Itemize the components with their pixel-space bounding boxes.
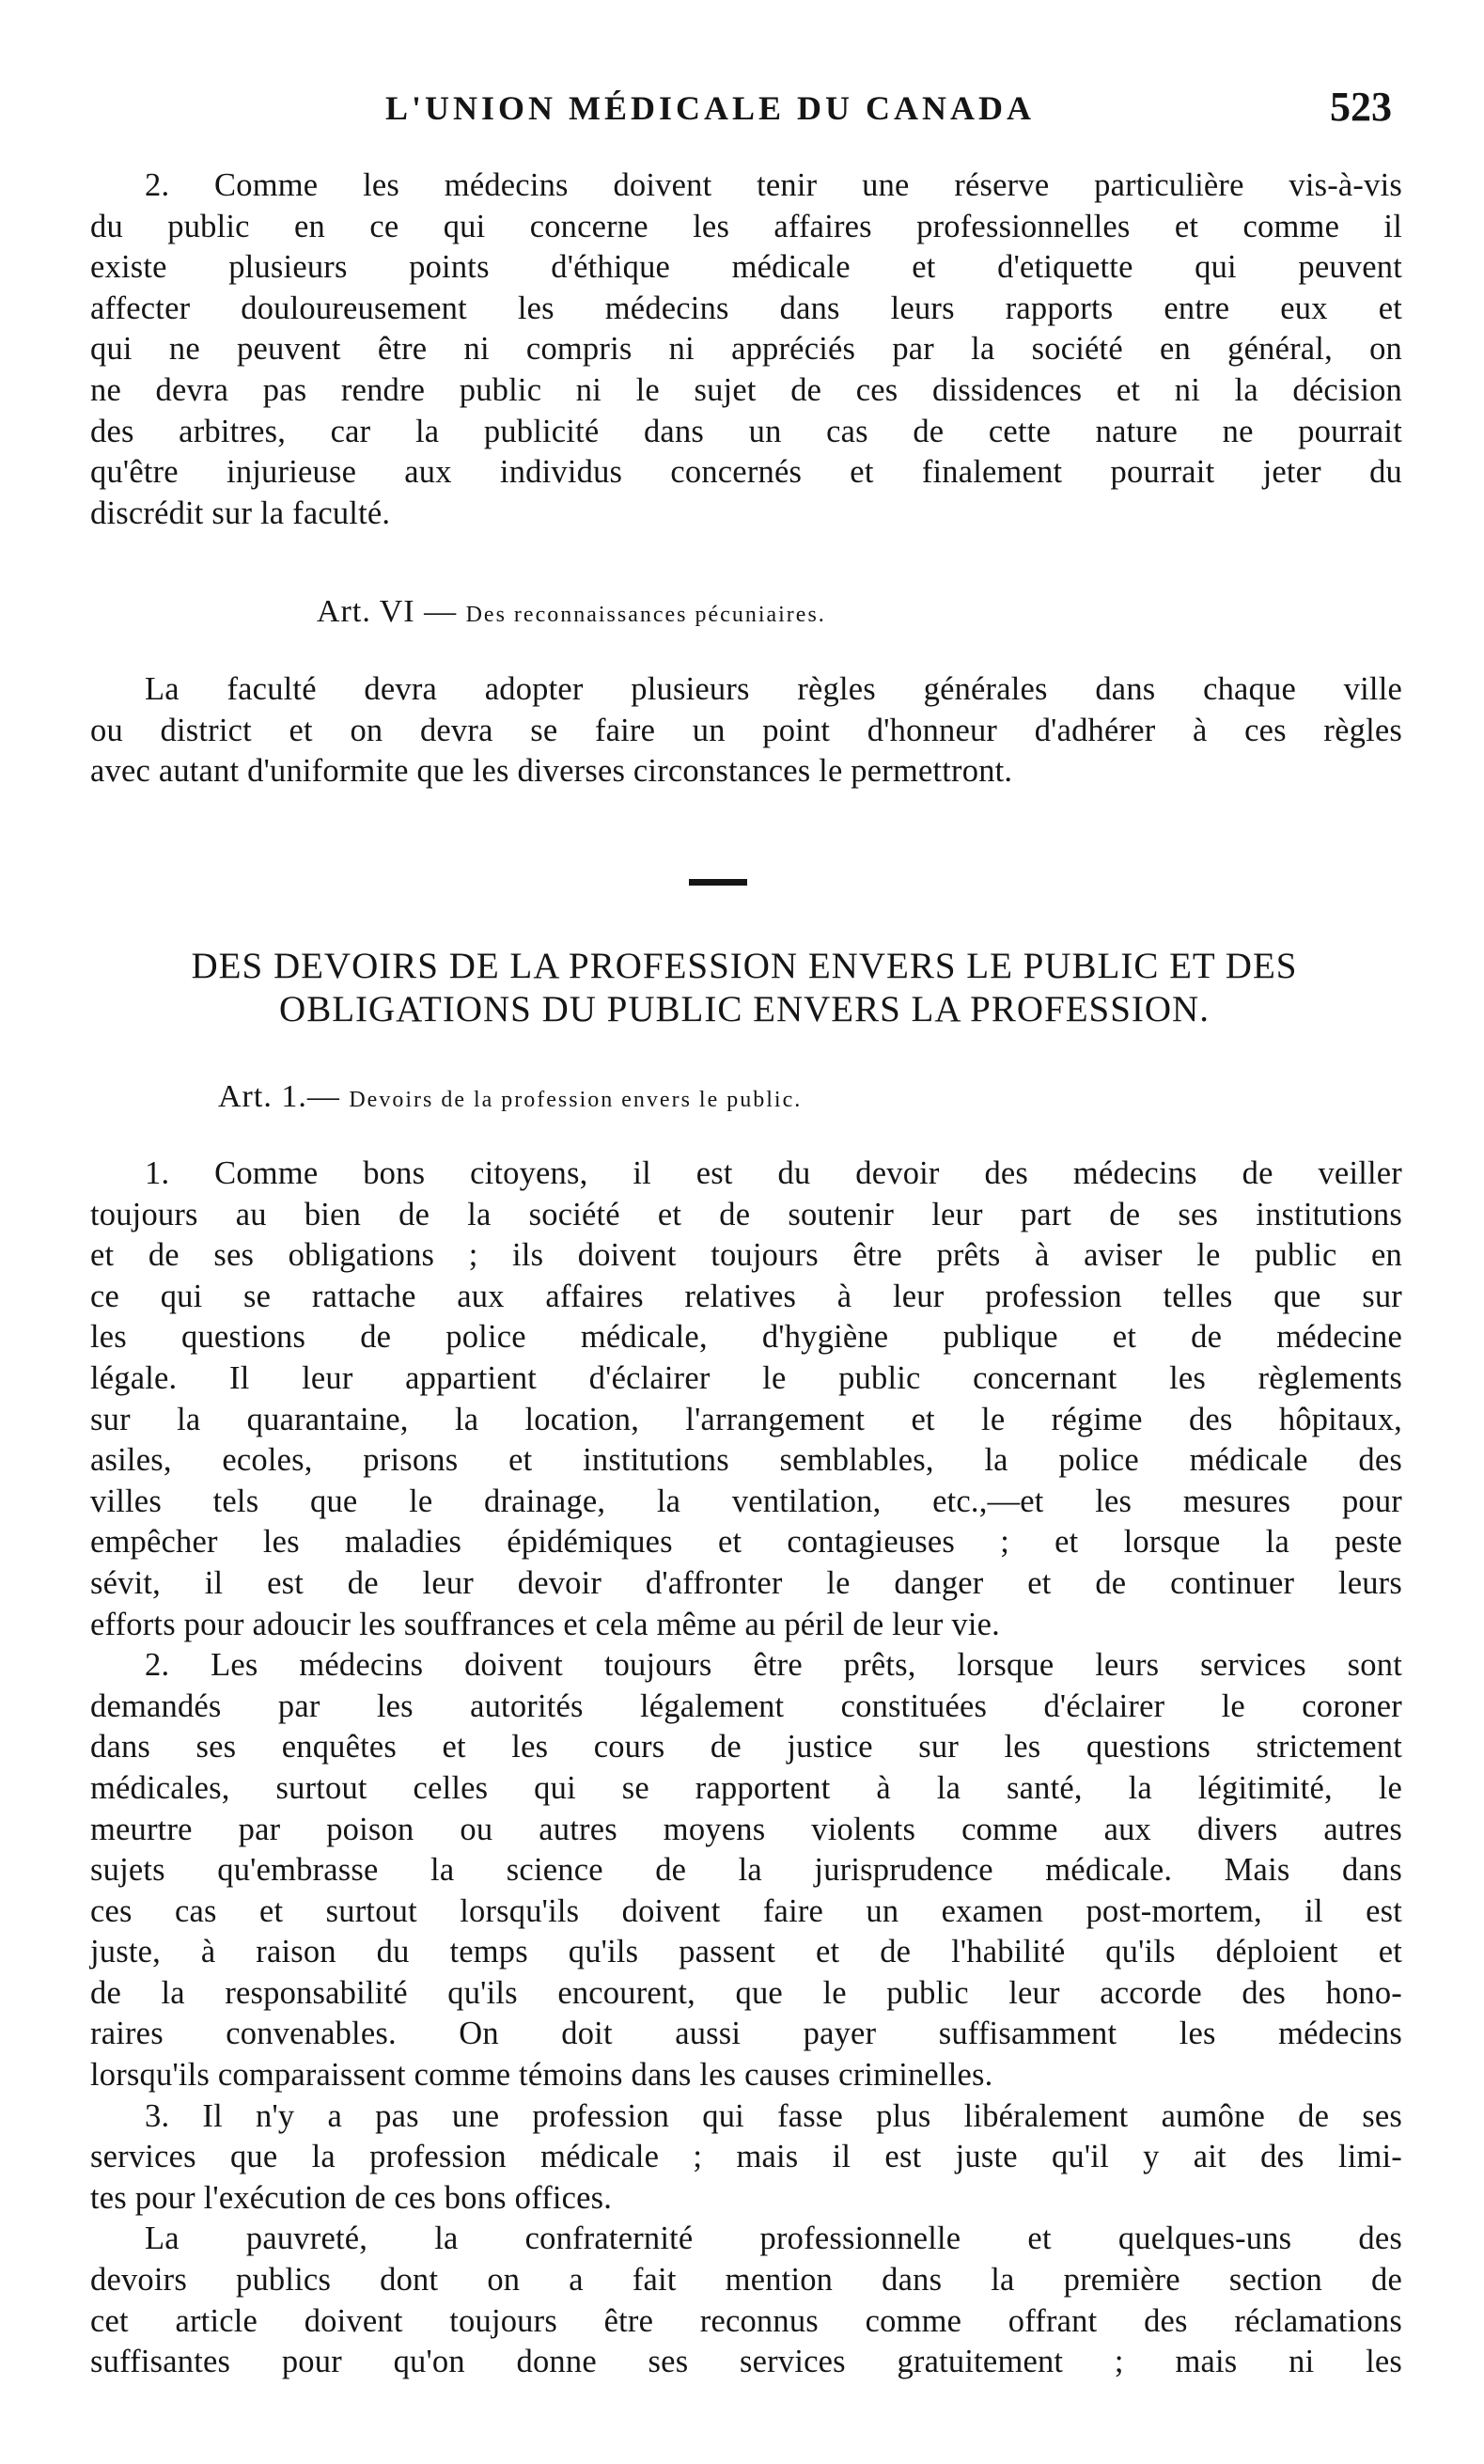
text-line: devoirs publics dont on a fait mention dans la première section de <box>90 2262 1402 2299</box>
text-line: les questions de police médicale, d'hygiène publique et de médecine <box>90 1319 1402 1356</box>
article-heading-prefix: Art. VI — <box>317 594 458 629</box>
text-line: du public en ce qui concerne les affaires professionnelles et comme il <box>90 208 1402 244</box>
text-line: affecter douloureusement les médecins dans leurs rapports entre eux et <box>90 290 1402 326</box>
article-heading-vi <box>317 594 826 630</box>
text-line: avec autant d'uniformite que les diverses circonstances le permettront. <box>90 753 1013 790</box>
article-heading-1 <box>218 1079 802 1115</box>
running-head: L'UNION MÉDICALE DU CANADA <box>385 89 1036 127</box>
text-line: 2. Comme les médecins doivent tenir une réserve particulière vis-à-vis <box>145 167 1402 203</box>
article-heading-title: Des reconnaissances pécuniaires. <box>465 603 826 627</box>
text-line: empêcher les maladies épidémiques et contagieuses ; et lorsque la peste <box>90 1524 1402 1561</box>
text-line: des arbitres, car la publicité dans un cas de cette nature ne pourrait <box>90 413 1402 449</box>
text-line: et de ses obligations ; ils doivent toujours être prêts à aviser le public en <box>90 1237 1402 1274</box>
text-line: demandés par les autorités légalement constituées d'éclairer le coroner <box>90 1687 1402 1724</box>
text-line: meurtre par poison ou autres moyens violents comme aux divers autres <box>90 1811 1402 1847</box>
text-line: ces cas et surtout lorsqu'ils doivent faire un examen post-mortem, il est <box>90 1892 1402 1929</box>
text-line: 2. Les médecins doivent toujours être prêts, lorsque leurs services sont <box>145 1647 1402 1684</box>
text-line: juste, à raison du temps qu'ils passent et de l'habilité qu'ils déploient et <box>90 1934 1402 1970</box>
text-line: qui ne peuvent être ni compris ni appréciés par la société en général, on <box>90 331 1402 368</box>
text-line: qu'être injurieuse aux individus concernés et finalement pourrait jeter du <box>90 454 1402 491</box>
text-line: raires convenables. On doit aussi payer suffisamment les médecins <box>90 2016 1402 2052</box>
text-line: 1. Comme bons citoyens, il est du devoir des médecins de veiller <box>145 1155 1402 1191</box>
text-line: cet article doivent toujours être reconnus comme offrant des réclamations <box>90 2302 1402 2339</box>
text-line: de la responsabilité qu'ils encourent, que le public leur accorde des hono- <box>90 1974 1402 2011</box>
section-title-line-2: OBLIGATIONS DU PUBLIC ENVERS LA PROFESSION. <box>279 989 1210 1029</box>
text-line: sujets qu'embrasse la science de la jurisprudence médicale. Mais dans <box>90 1852 1402 1889</box>
text-line: villes tels que le drainage, la ventilation, etc.,—et les mesures pour <box>90 1483 1402 1519</box>
text-line: sévit, il est de leur devoir d'affronter le danger et de continuer leurs <box>90 1564 1402 1601</box>
section-title-line-1: DES DEVOIRS DE LA PROFESSION ENVERS LE PUBLIC ET DES <box>191 946 1298 986</box>
page-number: 523 <box>1330 84 1392 130</box>
article-heading-title: Devoirs de la profession envers le public. <box>349 1088 803 1112</box>
text-line: ce qui se rattache aux affaires relatives à leur profession telles que sur <box>90 1278 1402 1314</box>
text-line: existe plusieurs points d'éthique médicale et d'etiquette qui peuvent <box>90 249 1402 286</box>
paragraph-block-top <box>90 165 1402 534</box>
text-line: suffisantes pour qu'on donne ses services gratuitement ; mais ni les <box>90 2344 1402 2380</box>
text-line: sur la quarantaine, la location, l'arrangement et le régime des hôpitaux, <box>90 1401 1402 1437</box>
text-line: La faculté devra adopter plusieurs règles générales dans chaque ville <box>145 671 1402 707</box>
text-line: efforts pour adoucir les souffrances et cela même au péril de leur vie. <box>90 1606 1000 1642</box>
article-heading-prefix: Art. 1.— <box>218 1079 340 1114</box>
text-line: médicales, surtout celles qui se rapportent à la santé, la légitimité, le <box>90 1769 1402 1806</box>
text-line: services que la profession médicale ; mais il est juste qu'il y ait des limi- <box>90 2139 1402 2175</box>
text-line: légale. Il leur appartient d'éclairer le public concernant les règlements <box>90 1359 1402 1396</box>
text-line: toujours au bien de la société et de soutenir leur part de ses institutions <box>90 1196 1402 1232</box>
text-line: ne devra pas rendre public ni le sujet de ces dissidences et ni la décision <box>90 371 1402 408</box>
paragraph-block-art1 <box>90 1154 1402 2383</box>
text-line: La pauvreté, la confraternité professionnelle et quelques-uns des <box>145 2221 1402 2257</box>
text-line: discrédit sur la faculté. <box>90 494 391 531</box>
text-line: ou district et on devra se faire un point d'honneur d'adhérer à ces règles <box>90 712 1402 748</box>
text-line: asiles, ecoles, prisons et institutions semblables, la police médicale des <box>90 1442 1402 1479</box>
section-title <box>68 945 1421 1031</box>
text-line: dans ses enquêtes et les cours de justice sur les questions strictement <box>90 1729 1402 1766</box>
paragraph-block-art6 <box>90 669 1402 793</box>
text-line: lorsqu'ils comparaissent comme témoins dans les causes criminelles. <box>90 2057 993 2094</box>
text-line: tes pour l'exécution de ces bons offices. <box>90 2179 613 2216</box>
section-divider <box>689 879 747 886</box>
text-line: 3. Il n'y a pas une profession qui fasse plus libéralement aumône de ses <box>145 2097 1402 2134</box>
